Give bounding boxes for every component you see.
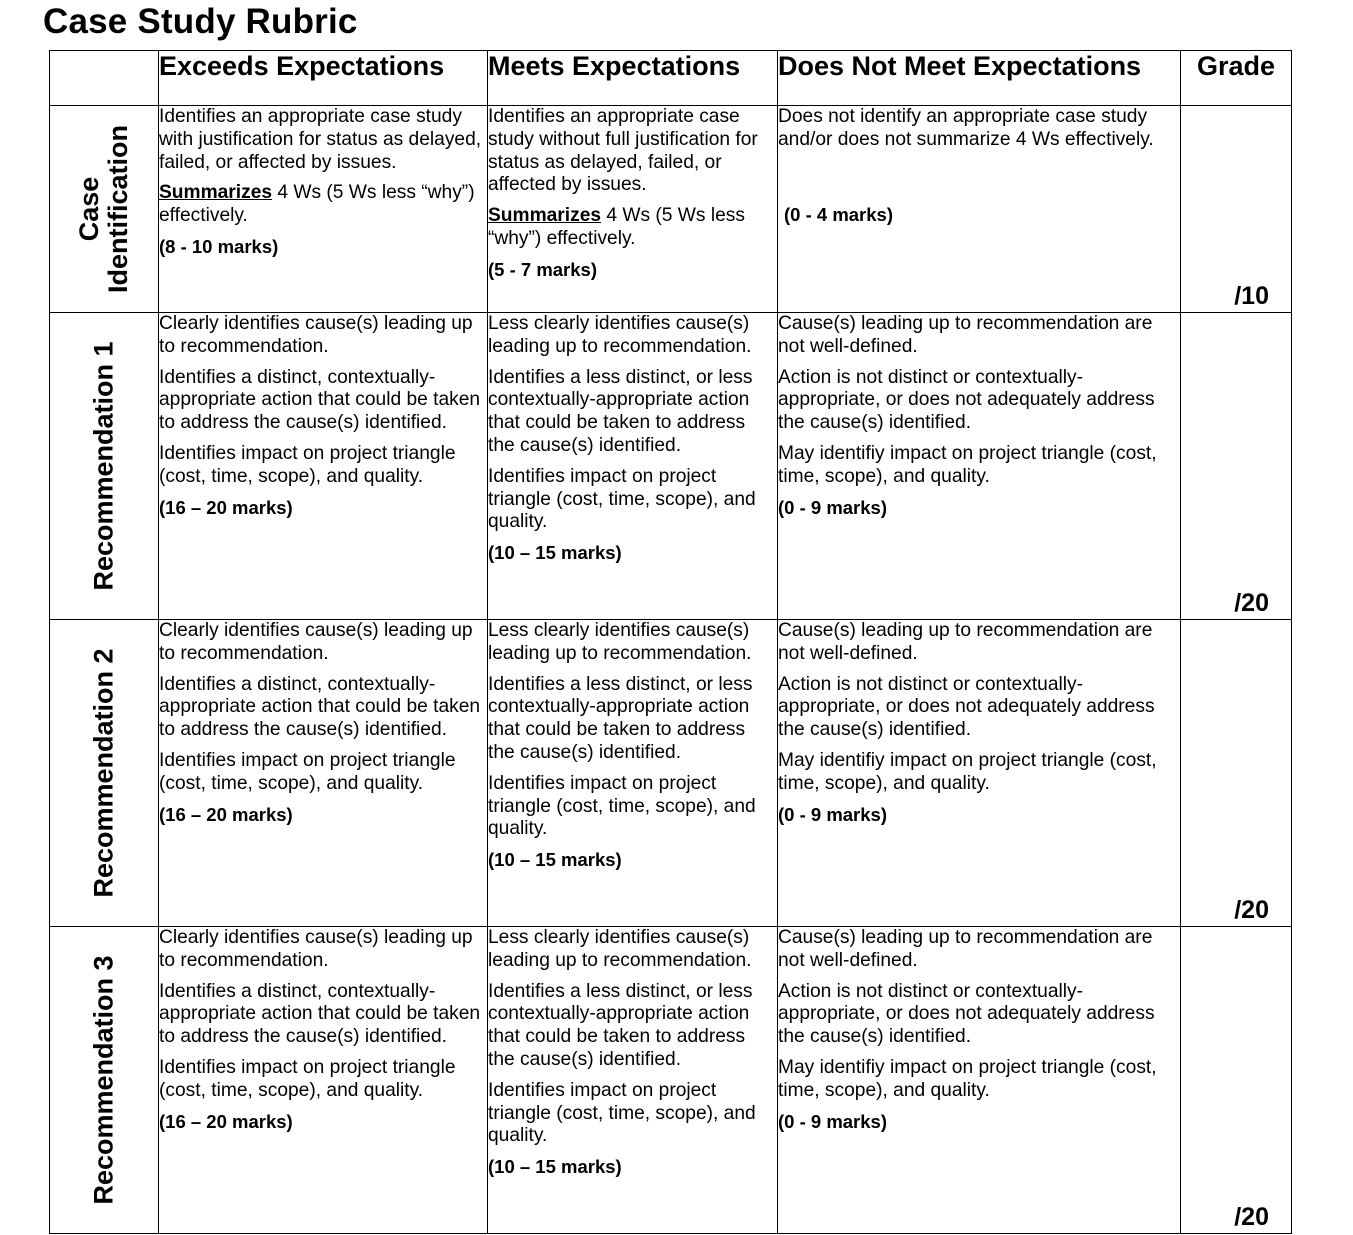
criteria-text: Action is not distinct or contextually-appropriate, or does not adequately address the cause(s) identified. — [778, 980, 1155, 1048]
marks-range: (16 – 20 marks) — [159, 1110, 293, 1132]
marks-range: (0 - 9 marks) — [778, 803, 887, 825]
grade-out-of: /20 — [1234, 896, 1269, 924]
marks-range: (10 – 15 marks) — [488, 542, 622, 564]
cell-exceeds — [159, 313, 488, 620]
criteria-text: May identifiy impact on project triangle (cost, time, scope), and quality. — [778, 749, 1157, 794]
cell-meets — [488, 927, 778, 1234]
criteria-text: Identifies a less distinct, or less contextually-appropriate action that could be taken to address the cause(s) identified. — [488, 980, 753, 1070]
grade-out-of: /20 — [1234, 589, 1269, 617]
criteria-text: Identifies impact on project triangle (cost, time, scope), and quality. — [159, 1056, 456, 1101]
cell-does-not-meet — [778, 620, 1181, 927]
criteria-text: Cause(s) leading up to recommendation are not well-defined. — [778, 313, 1153, 357]
criteria-text: Does not identify an appropriate case study and/or does not summarize 4 Ws effectively. — [778, 106, 1154, 150]
cell-meets — [488, 313, 778, 620]
underlined-term: Summarizes — [488, 205, 602, 227]
criteria-text: May identifiy impact on project triangle (cost, time, scope), and quality. — [778, 1056, 1157, 1101]
cell-exceeds — [159, 106, 488, 313]
criteria-text — [488, 205, 777, 251]
cell-does-not-meet — [778, 927, 1181, 1234]
row-label-recommendation-3 — [50, 927, 159, 1234]
criteria-text: Identifies a distinct, contextually-appropriate action that could be taken to address the cause(s) identified. — [159, 673, 481, 741]
criteria-text: Cause(s) leading up to recommendation are not well-defined. — [778, 620, 1153, 664]
marks-range: (16 – 20 marks) — [159, 803, 293, 825]
row-label-line: Recommendation 3 — [88, 955, 119, 1205]
cell-grade — [1181, 313, 1292, 620]
table-row — [50, 106, 1292, 313]
marks-range: (16 – 20 marks) — [159, 496, 293, 518]
header-exceeds: Exceeds Expectations — [159, 51, 488, 106]
cell-exceeds — [159, 927, 488, 1234]
criteria-text: Identifies an appropriate case study with justification for status as delayed, failed, or affected by issues. — [159, 106, 482, 173]
marks-range: (0 - 9 marks) — [778, 1110, 887, 1132]
criteria-text: Identifies impact on project triangle (cost, time, scope), and quality. — [159, 442, 456, 487]
cell-does-not-meet — [778, 106, 1181, 313]
table-row — [50, 927, 1292, 1234]
cell-exceeds — [159, 620, 488, 927]
criteria-text: Clearly identifies cause(s) leading up to recommendation. — [159, 927, 473, 971]
header-does-not-meet: Does Not Meet Expectations — [778, 51, 1181, 106]
marks-range: (8 - 10 marks) — [159, 235, 279, 257]
marks-range: (0 - 4 marks) — [784, 203, 893, 225]
header-grade: Grade — [1181, 51, 1292, 106]
row-label-line: Recommendation 2 — [88, 648, 119, 898]
criteria-text: Identifies a distinct, contextually-appropriate action that could be taken to address the cause(s) identified. — [159, 366, 481, 434]
criteria-text: Identifies impact on project triangle (cost, time, scope), and quality. — [159, 749, 456, 794]
header-row — [50, 51, 1292, 106]
cell-does-not-meet — [778, 313, 1181, 620]
row-label-line: Recommendation 1 — [88, 341, 119, 591]
criteria-text — [159, 182, 487, 228]
marks-range: (10 – 15 marks) — [488, 1156, 622, 1178]
header-meets: Meets Expectations — [488, 51, 778, 106]
row-label-recommendation-2 — [50, 620, 159, 927]
grade-out-of: /10 — [1234, 282, 1269, 310]
grade-out-of: /20 — [1234, 1203, 1269, 1231]
criteria-text: Identifies impact on project triangle (cost, time, scope), and quality. — [488, 1079, 756, 1147]
cell-meets — [488, 620, 778, 927]
criteria-text: Identifies impact on project triangle (cost, time, scope), and quality. — [488, 772, 756, 840]
cell-meets — [488, 106, 778, 313]
criteria-text: Less clearly identifies cause(s) leading up to recommendation. — [488, 927, 752, 971]
table-row — [50, 313, 1292, 620]
criteria-text: Action is not distinct or contextually-appropriate, or does not adequately address the cause(s) identified. — [778, 366, 1155, 434]
row-label-recommendation-1 — [50, 313, 159, 620]
criteria-text-rest: 4 Ws (5 Ws less “why”) effectively. — [159, 182, 475, 227]
criteria-text: Cause(s) leading up to recommendation are not well-defined. — [778, 927, 1153, 971]
criteria-text: Identifies an appropriate case study without full justification for status as delayed, failed, or affected by issues. — [488, 106, 758, 196]
criteria-text: Clearly identifies cause(s) leading up to recommendation. — [159, 313, 473, 357]
criteria-text: Identifies a less distinct, or less contextually-appropriate action that could be taken to address the cause(s) identified. — [488, 673, 753, 763]
criteria-text: Clearly identifies cause(s) leading up to recommendation. — [159, 620, 473, 664]
criteria-text: Less clearly identifies cause(s) leading up to recommendation. — [488, 313, 752, 357]
criteria-text: Action is not distinct or contextually-appropriate, or does not adequately address the cause(s) identified. — [778, 673, 1155, 741]
header-empty — [50, 51, 159, 106]
row-label-case-identification — [50, 106, 159, 313]
marks-range: (10 – 15 marks) — [488, 849, 622, 871]
criteria-text: Identifies a less distinct, or less contextually-appropriate action that could be taken to address the cause(s) identified. — [488, 366, 753, 456]
cell-grade — [1181, 106, 1292, 313]
page-title: Case Study Rubric — [43, 2, 358, 41]
marks-range: (5 - 7 marks) — [488, 258, 597, 280]
rubric-table — [49, 50, 1292, 1234]
criteria-text-rest: 4 Ws (5 Ws less “why”) effectively. — [488, 205, 745, 249]
row-label-line: Identification — [103, 125, 133, 293]
criteria-text: Identifies a distinct, contextually-appropriate action that could be taken to address the cause(s) identified. — [159, 980, 481, 1048]
cell-grade — [1181, 620, 1292, 927]
row-label-line: Case — [74, 176, 104, 242]
criteria-text: Less clearly identifies cause(s) leading up to recommendation. — [488, 620, 752, 664]
table-row — [50, 620, 1292, 927]
underlined-term: Summarizes — [159, 182, 273, 204]
marks-range: (0 - 9 marks) — [778, 496, 887, 518]
criteria-text: Identifies impact on project triangle (cost, time, scope), and quality. — [488, 465, 756, 533]
criteria-text: May identifiy impact on project triangle (cost, time, scope), and quality. — [778, 442, 1157, 487]
cell-grade — [1181, 927, 1292, 1234]
